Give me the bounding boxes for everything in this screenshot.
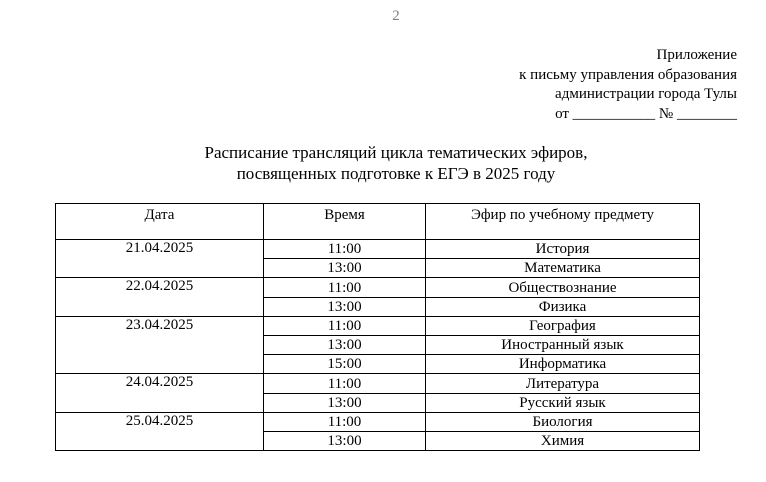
table-row: [56, 374, 700, 393]
time-cell: 13:00: [264, 431, 426, 450]
subject-cell: Химия: [426, 431, 700, 450]
table-row: [56, 278, 700, 297]
document-title-line-1: Расписание трансляций цикла тематических эфиров,: [204, 143, 588, 162]
table-row: [56, 316, 700, 335]
subject-cell: Обществознание: [426, 278, 700, 297]
time-cell: 13:00: [264, 297, 426, 316]
time-cell: 11:00: [264, 374, 426, 393]
time-cell: 11:00: [264, 316, 426, 335]
subject-cell: Иностранный язык: [426, 335, 700, 354]
time-cell: 11:00: [264, 412, 426, 431]
time-cell: 15:00: [264, 355, 426, 374]
appendix-date-number: от ___________ № ________: [555, 105, 737, 122]
time-cell: 13:00: [264, 335, 426, 354]
document-title-line-2: посвященных подготовке к ЕГЭ в 2025 году: [236, 164, 556, 183]
subject-cell: Информатика: [426, 355, 700, 374]
schedule-body: [56, 240, 700, 451]
appendix-organization: администрации города Тулы: [555, 86, 737, 102]
subject-cell: История: [426, 240, 700, 259]
date-cell: 23.04.2025: [56, 316, 264, 374]
subject-cell: Математика: [426, 259, 700, 278]
header-date: Дата: [56, 204, 264, 240]
table-header-row: [56, 204, 700, 240]
subject-cell: Русский язык: [426, 393, 700, 412]
page-number: 2: [392, 8, 400, 24]
date-cell: 25.04.2025: [56, 412, 264, 450]
date-cell: 21.04.2025: [56, 240, 264, 278]
time-cell: 11:00: [264, 278, 426, 297]
appendix-block: [519, 46, 737, 124]
time-cell: 11:00: [264, 240, 426, 259]
header-time: Время: [264, 204, 426, 240]
date-cell: 22.04.2025: [56, 278, 264, 316]
table-row: [56, 240, 700, 259]
time-cell: 13:00: [264, 259, 426, 278]
table-row: [56, 412, 700, 431]
document-title: [0, 142, 766, 184]
appendix-title: Приложение: [656, 47, 737, 63]
subject-cell: Литература: [426, 374, 700, 393]
appendix-reference: к письму управления образования: [519, 66, 737, 83]
subject-cell: Биология: [426, 412, 700, 431]
time-cell: 13:00: [264, 393, 426, 412]
subject-cell: География: [426, 316, 700, 335]
subject-cell: Физика: [426, 297, 700, 316]
header-subject: Эфир по учебному предмету: [426, 204, 700, 240]
date-cell: 24.04.2025: [56, 374, 264, 412]
schedule-table: [55, 203, 700, 451]
